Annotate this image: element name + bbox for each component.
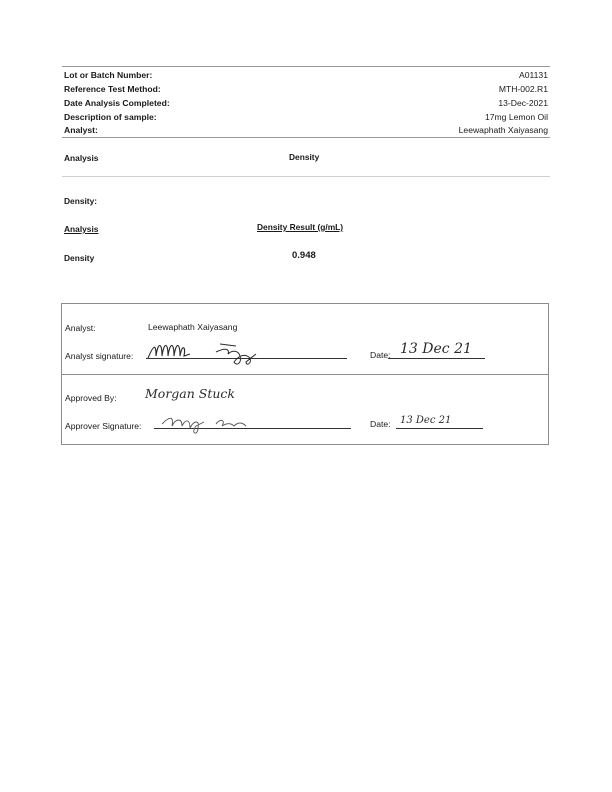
sig-analyst-name: Leewaphath Xaiyasang bbox=[148, 322, 238, 332]
analysis-label: Analysis bbox=[64, 153, 99, 163]
results-col-density: Density Result (g/mL) bbox=[257, 222, 344, 232]
approver-date-label: Date: bbox=[370, 419, 391, 429]
header-row-date bbox=[62, 97, 550, 110]
approver-signature-label: Approver Signature: bbox=[65, 421, 142, 431]
date-completed-value: 13-Dec-2021 bbox=[498, 98, 548, 108]
header-info-block bbox=[62, 66, 550, 138]
signature-divider bbox=[62, 374, 548, 375]
approved-by-handwritten: Morgan Stuck bbox=[145, 386, 235, 401]
analyst-date-handwritten: 13 Dec 21 bbox=[400, 341, 472, 357]
analyst-date-line bbox=[388, 358, 485, 359]
method-label: Reference Test Method: bbox=[64, 84, 161, 94]
analyst-value: Leewaphath Xaiyasang bbox=[458, 125, 548, 135]
results-row-label: Density bbox=[64, 253, 95, 263]
results-col-analysis: Analysis bbox=[64, 224, 99, 234]
analyst-label: Analyst: bbox=[64, 125, 98, 135]
lot-label: Lot or Batch Number: bbox=[64, 70, 153, 80]
analyst-signature-label: Analyst signature: bbox=[65, 351, 134, 361]
description-label: Description of sample: bbox=[64, 112, 157, 122]
date-completed-label: Date Analysis Completed: bbox=[64, 98, 170, 108]
header-row-method bbox=[62, 83, 550, 96]
approver-date-line bbox=[396, 428, 483, 429]
header-row-lot bbox=[62, 69, 550, 82]
analyst-date-label: Date: bbox=[370, 350, 391, 360]
sig-analyst-label: Analyst: bbox=[65, 323, 96, 333]
approver-date-handwritten: 13 Dec 21 bbox=[400, 415, 452, 426]
divider bbox=[62, 176, 550, 177]
signature-box bbox=[61, 303, 549, 445]
description-value: 17mg Lemon Oil bbox=[484, 112, 548, 122]
lot-value: A01131 bbox=[519, 70, 548, 80]
analysis-value: Density bbox=[289, 152, 320, 162]
analyst-signature-mark bbox=[146, 338, 286, 368]
approver-signature-mark bbox=[160, 412, 260, 434]
header-row-description bbox=[62, 111, 550, 124]
results-row-value: 0.948 bbox=[292, 250, 316, 261]
density-label: Density: bbox=[64, 196, 98, 206]
header-row-analyst bbox=[62, 124, 550, 137]
approved-by-label: Approved By: bbox=[65, 393, 117, 403]
method-value: MTH-002.R1 bbox=[498, 84, 548, 94]
